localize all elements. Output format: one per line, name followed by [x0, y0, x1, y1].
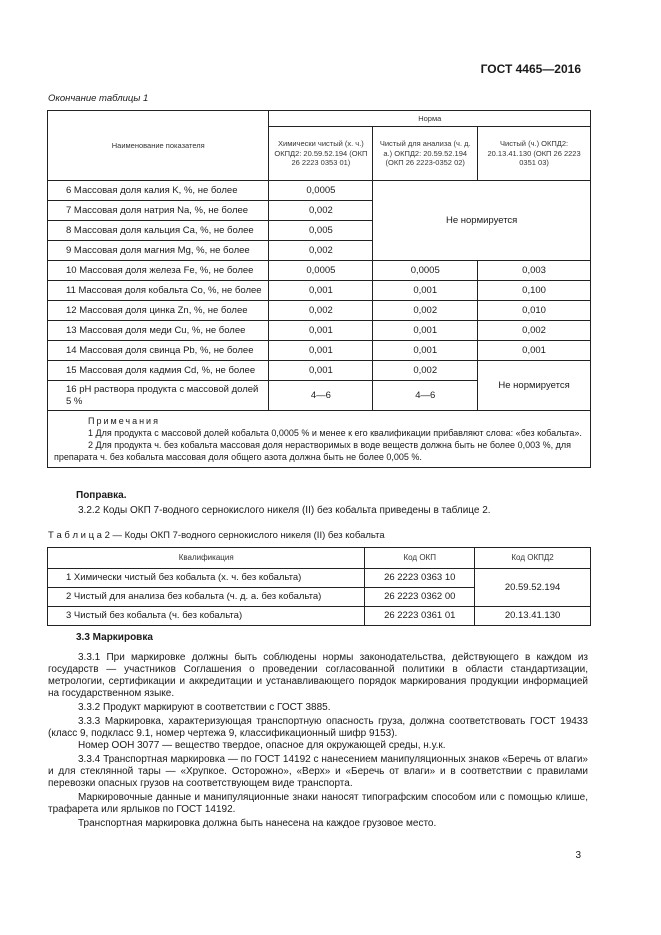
paragraph-3-3-2: 3.3.2 Продукт маркируют в соответствии с ГОСТ 3885.	[78, 702, 331, 713]
table-row	[48, 321, 591, 341]
value-c: 0,003	[478, 261, 591, 281]
value-b: 0,001	[373, 341, 478, 361]
qualification: 3 Чистый без кобальта (ч. без кобальта)	[48, 607, 365, 626]
okpd2-code: 20.13.41.130	[475, 607, 591, 626]
value-b: 0,002	[373, 361, 478, 381]
section-title: 3.3 Маркировка	[76, 632, 153, 643]
table-row	[48, 341, 591, 361]
col-header-grade-a: Химически чистый (х. ч.) ОКПД2: 20.59.52.194 (ОКП 26 2223 0353 01)	[269, 127, 373, 181]
value-a: 0,002	[269, 301, 373, 321]
not-normed-cell: Не нормируется	[373, 181, 591, 261]
value-c: 0,010	[478, 301, 591, 321]
col-header-okp: Код ОКП	[365, 548, 475, 569]
table2-caption: Т а б л и ц а 2 — Коды ОКП 7-водного сернокислого никеля (II) без кобальта	[48, 530, 385, 541]
row-name: 11 Массовая доля кобальта Co, %, не более	[48, 281, 269, 301]
value-c: 0,002	[478, 321, 591, 341]
table-row	[48, 607, 591, 626]
value-a: 0,002	[269, 201, 373, 221]
table1-caption: Окончание таблицы 1	[48, 93, 149, 104]
document-code: ГОСТ 4465—2016	[480, 62, 581, 76]
not-normed-cell: Не нормируется	[478, 361, 591, 411]
row-name: 14 Массовая доля свинца Pb, %, не более	[48, 341, 269, 361]
table-row	[48, 281, 591, 301]
col-header-grade-c: Чистый (ч.) ОКПД2: 20.13.41.130 (ОКП 26 2223 0351 03)	[478, 127, 591, 181]
row-name: 10 Массовая доля железа Fe, %, не более	[48, 261, 269, 281]
amendment-title: Поправка.	[76, 490, 127, 501]
row-name: 12 Массовая доля цинка Zn, %, не более	[48, 301, 269, 321]
value-a: 0,0005	[269, 181, 373, 201]
value-a: 4—6	[269, 381, 373, 411]
col-header-name: Наименование показателя	[48, 111, 269, 181]
paragraph-transport-marking: Транспортная маркировка должна быть нанесена на каждое грузовое место.	[78, 818, 437, 829]
col-header-norm: Норма	[269, 111, 591, 127]
table-1	[47, 110, 591, 468]
qualification: 1 Химически чистый без кобальта (х. ч. без кобальта)	[48, 569, 365, 588]
row-name: 9 Массовая доля магния Mg, %, не более	[48, 241, 269, 261]
table-row	[48, 569, 591, 588]
value-b: 0,001	[373, 281, 478, 301]
row-name: 15 Массовая доля кадмия Cd, %, не более	[48, 361, 269, 381]
table-row	[48, 181, 591, 201]
col-header-grade-b: Чистый для анализа (ч. д. а.) ОКПД2: 20.59.52.194 (ОКП 26 2223-0352 02)	[373, 127, 478, 181]
okp-code: 26 2223 0363 10	[365, 569, 475, 588]
row-name: 6 Массовая доля калия K, %, не более	[48, 181, 269, 201]
value-a: 0,002	[269, 241, 373, 261]
okpd2-code: 20.59.52.194	[475, 569, 591, 607]
col-header-qualification: Квалификация	[48, 548, 365, 569]
note-2: 2 Для продукта ч. без кобальта массовая доля нерастворимых в воде веществ должна быть не более 0,003 %, для препарата ч. без кобальта массовая доля общего азота должна быть не более 0,005 %.	[54, 440, 571, 462]
col-header-okpd2: Код ОКПД2	[475, 548, 591, 569]
value-a: 0,0005	[269, 261, 373, 281]
table-row	[48, 301, 591, 321]
qualification: 2 Чистый для анализа без кобальта (ч. д. а. без кобальта)	[48, 588, 365, 607]
table-row	[48, 261, 591, 281]
value-a: 0,001	[269, 281, 373, 301]
notes-cell	[48, 411, 591, 468]
value-c: 0,100	[478, 281, 591, 301]
row-name: 16 pH раствора продукта с массовой долей 5 %	[48, 381, 269, 411]
okp-code: 26 2223 0361 01	[365, 607, 475, 626]
amendment-text: 3.2.2 Коды ОКП 7-водного сернокислого никеля (II) без кобальта приведены в таблице 2.	[78, 505, 491, 516]
notes-row	[48, 411, 591, 468]
value-b: 4—6	[373, 381, 478, 411]
row-name: 7 Массовая доля натрия Na, %, не более	[48, 201, 269, 221]
row-name: 13 Массовая доля меди Cu, %, не более	[48, 321, 269, 341]
row-name: 8 Массовая доля кальция Ca, %, не более	[48, 221, 269, 241]
value-a: 0,001	[269, 321, 373, 341]
notes-title: Примечания	[88, 416, 160, 426]
value-c: 0,001	[478, 341, 591, 361]
okp-code: 26 2223 0362 00	[365, 588, 475, 607]
value-a: 0,001	[269, 341, 373, 361]
value-b: 0,002	[373, 301, 478, 321]
note-1: 1 Для продукта с массовой долей кобальта 0,0005 % и менее к его квалификации прибавляют слова: «без кобальта».	[88, 428, 582, 438]
value-b: 0,0005	[373, 261, 478, 281]
table-row	[48, 361, 591, 381]
value-a: 0,001	[269, 361, 373, 381]
table-2	[47, 547, 591, 626]
page-number: 3	[575, 850, 581, 861]
paragraph-3-3-4: 3.3.4 Транспортная маркировка — по ГОСТ 14192 с нанесением манипуляционных знаков «Беречь от влаги» и для стеклянной тары — «Хрупкое. Осторожно», «Верх» и «Беречь от влаги» и в соответствии с правилами перевозки опасных грузов на соответствующем виде транспорта.	[48, 754, 588, 789]
paragraph-3-3-1: 3.3.1 При маркировке должны быть соблюдены нормы законодательства, действующего в каждом из государств — участников Соглашения о проведении согласованной политики в области стандартизации, метрологии, сертификации и аккредитации и устанавливающего порядок маркирования продукции информацией на государственном языке.	[48, 652, 588, 699]
value-a: 0,005	[269, 221, 373, 241]
value-b: 0,001	[373, 321, 478, 341]
paragraph-marking-data: Маркировочные данные и манипуляционные знаки наносят типографским способом или с помощью клише, трафарета или ярлыков по ГОСТ 14192.	[48, 792, 588, 815]
paragraph-un-number: Номер ООН 3077 — вещество твердое, опасное для окружающей среды, н.у.к.	[78, 740, 446, 751]
paragraph-3-3-3: 3.3.3 Маркировка, характеризующая транспортную опасность груза, должна соответствовать ГОСТ 19433 (класс 9, подкласс 9.1, номер чертежа 9, классификационный шифр 9153).	[48, 716, 588, 739]
